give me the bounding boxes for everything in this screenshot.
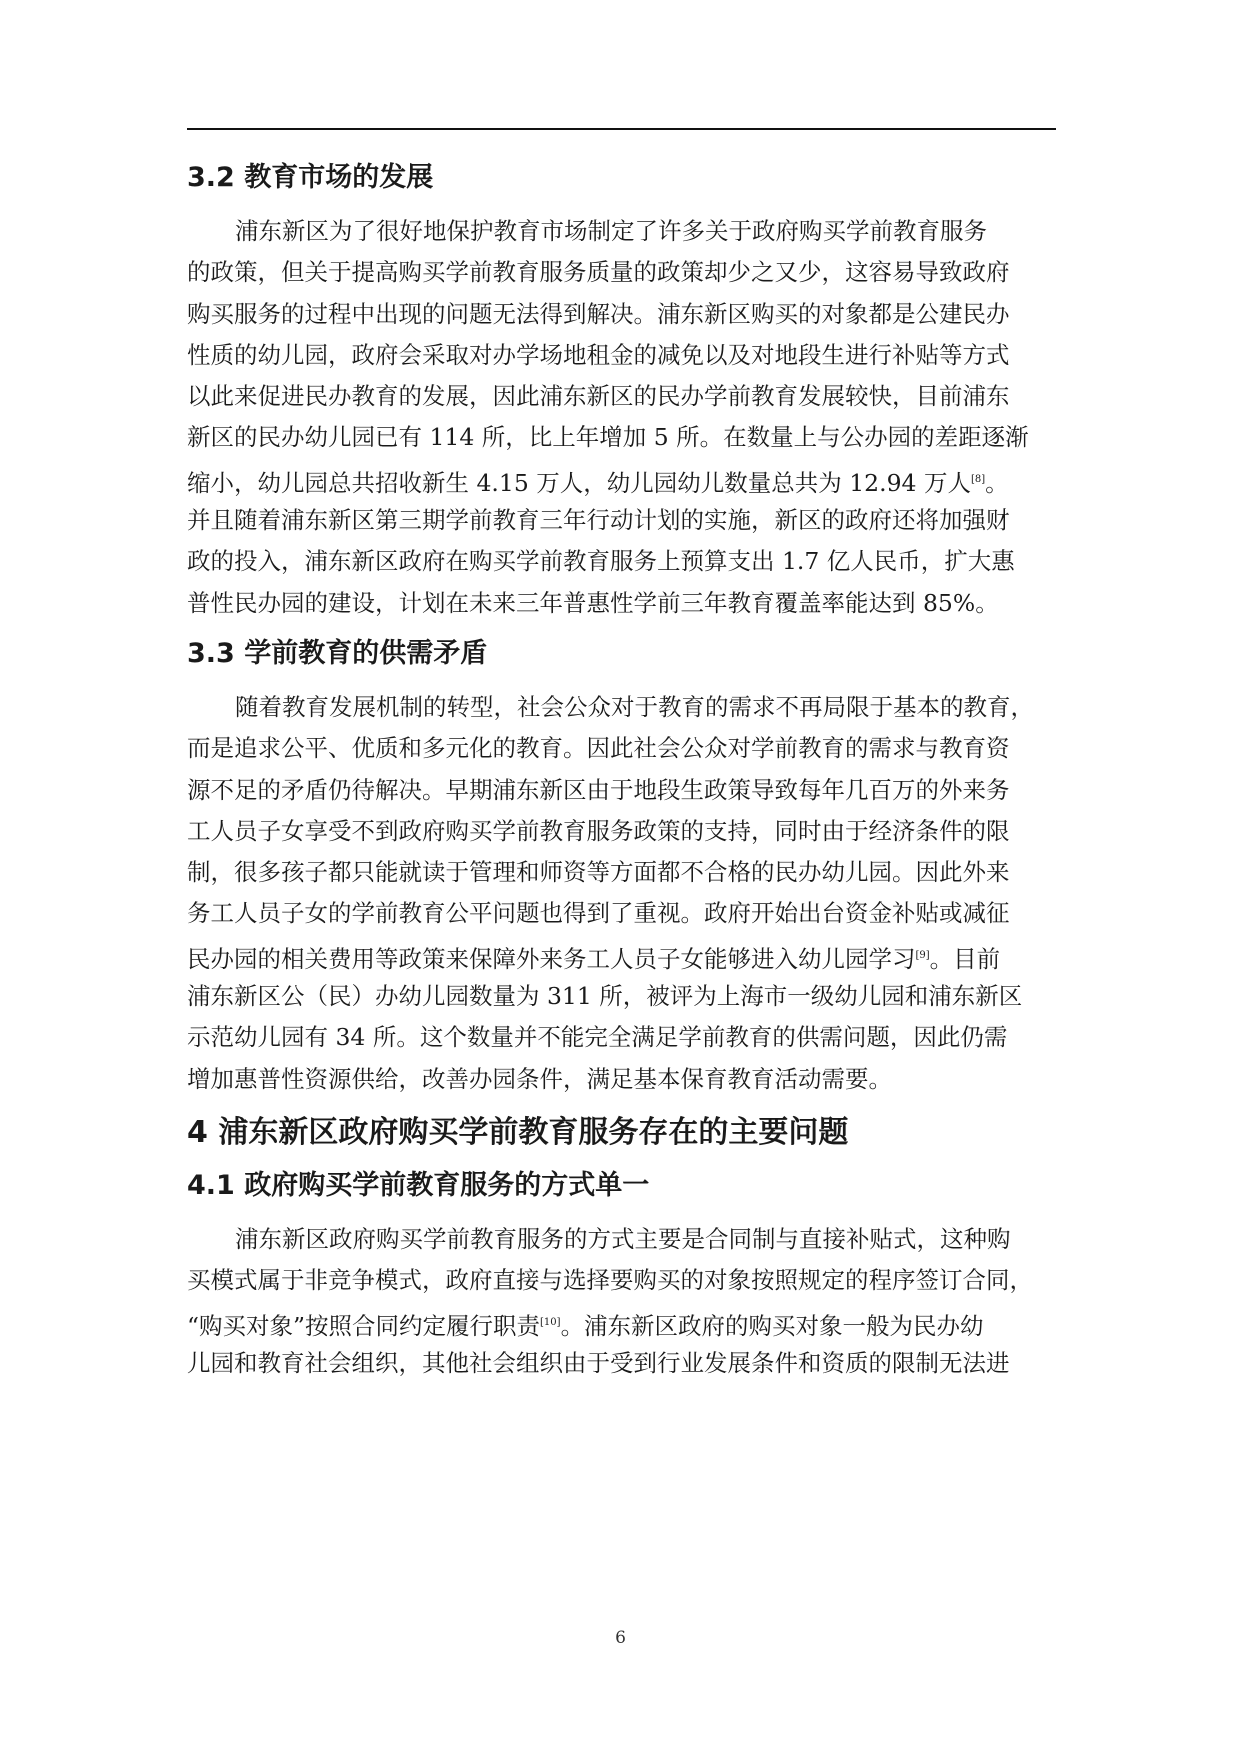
line-text: 。目前 <box>929 944 1001 973</box>
text-line: 新区的民办幼儿园已有 114 所，比上年增加 5 所。在数量上与公办园的差距逐渐 <box>187 423 1029 452</box>
text-line: 而是追求公平、优质和多元化的教育。因此社会公众对学前教育的需求与教育资 <box>187 734 1010 763</box>
text-line: 并且随着浦东新区第三期学前教育三年行动计划的实施，新区的政府还将加强财 <box>187 506 1010 535</box>
text-line <box>187 1302 1056 1343</box>
line-text: “购买对象”按照合同约定履行职责 <box>187 1311 541 1340</box>
text-line: 工人员子女享受不到政府购买学前教育服务政策的支持，同时由于经济条件的限 <box>187 816 1010 845</box>
text-line: 以此来促进民办教育的发展，因此浦东新区的民办学前教育发展较快，目前浦东 <box>187 382 1010 411</box>
text-line: 浦东新区为了很好地保护教育市场制定了许多关于政府购买学前教育服务 <box>235 217 987 245</box>
text-line: 浦东新区政府购买学前教育服务的方式主要是合同制与直接补贴式，这种购 <box>235 1224 1011 1253</box>
line-text: 。浦东新区政府的购买对象一般为民办幼 <box>560 1311 984 1340</box>
header-rule <box>187 128 1056 130</box>
text-line: 儿园和教育社会组织，其他社会组织由于受到行业发展条件和资质的限制无法进 <box>187 1348 1010 1377</box>
section-3-2-paragraph <box>187 211 1056 624</box>
section-3-2-heading: 3.2 教育市场的发展 <box>187 162 434 193</box>
citation-10: [10] <box>540 1316 561 1328</box>
text-line: 务工人员子女的学前教育公平问题也得到了重视。政府开始出台资金补贴或减征 <box>187 899 1010 928</box>
text-line: 随着教育发展机制的转型，社会公众对于教育的需求不再局限于基本的教育， <box>235 692 1034 721</box>
section-4-1-heading: 4.1 政府购买学前教育服务的方式单一 <box>187 1169 650 1201</box>
line-text: 缩小，幼儿园总共招收新生 4.15 万人，幼儿园幼儿数量总共为 12.94 万人 <box>187 468 971 497</box>
line-text: 民办园的相关费用等政策来保障外来务工人员子女能够进入幼儿园学习 <box>187 944 916 973</box>
text-line: 源不足的矛盾仍待解决。早期浦东新区由于地段生政策导致每年几百万的外来务 <box>187 775 1010 804</box>
citation-8: [8] <box>970 473 986 485</box>
text-line: 买模式属于非竞争模式，政府直接与选择要购买的对象按照规定的程序签订合同， <box>187 1266 1033 1295</box>
text-line: 示范幼儿园有 34 所。这个数量并不能完全满足学前教育的供需问题，因此仍需 <box>187 1023 1008 1052</box>
text-line: 增加惠普性资源供给，改善办园条件，满足基本保育教育活动需要。 <box>187 1064 892 1093</box>
line-text: 。 <box>985 468 1009 497</box>
page-content <box>187 158 1056 1384</box>
section-3-3-paragraph <box>187 687 1056 1100</box>
citation-9: [9] <box>915 949 930 961</box>
section-4-heading: 4 浦东新区政府购买学前教育服务存在的主要问题 <box>187 1114 849 1150</box>
text-line: 性质的幼儿园，政府会采取对办学场地租金的减免以及对地段生进行补贴等方式 <box>187 340 1010 369</box>
text-line <box>187 935 1056 976</box>
text-line: 的政策，但关于提高购买学前教育服务质量的政策却少之又少，这容易导致政府 <box>187 258 1010 287</box>
text-line: 政的投入，浦东新区政府在购买学前教育服务上预算支出 1.7 亿人民币，扩大惠 <box>187 547 1015 576</box>
section-4-1-paragraph <box>187 1219 1056 1384</box>
text-line: 浦东新区公（民）办幼儿园数量为 311 所，被评为上海市一级幼儿园和浦东新区 <box>187 982 1023 1011</box>
section-3-3-heading: 3.3 学前教育的供需矛盾 <box>187 637 488 669</box>
text-line <box>187 459 1056 500</box>
text-line: 购买服务的过程中出现的问题无法得到解决。浦东新区购买的对象都是公建民办 <box>187 299 1010 328</box>
text-line: 普性民办园的建设，计划在未来三年普惠性学前三年教育覆盖率能达到 85%。 <box>187 588 999 617</box>
page-number: 6 <box>615 1628 626 1648</box>
text-line: 制，很多孩子都只能就读于管理和师资等方面都不合格的民办幼儿园。因此外来 <box>187 858 1010 887</box>
